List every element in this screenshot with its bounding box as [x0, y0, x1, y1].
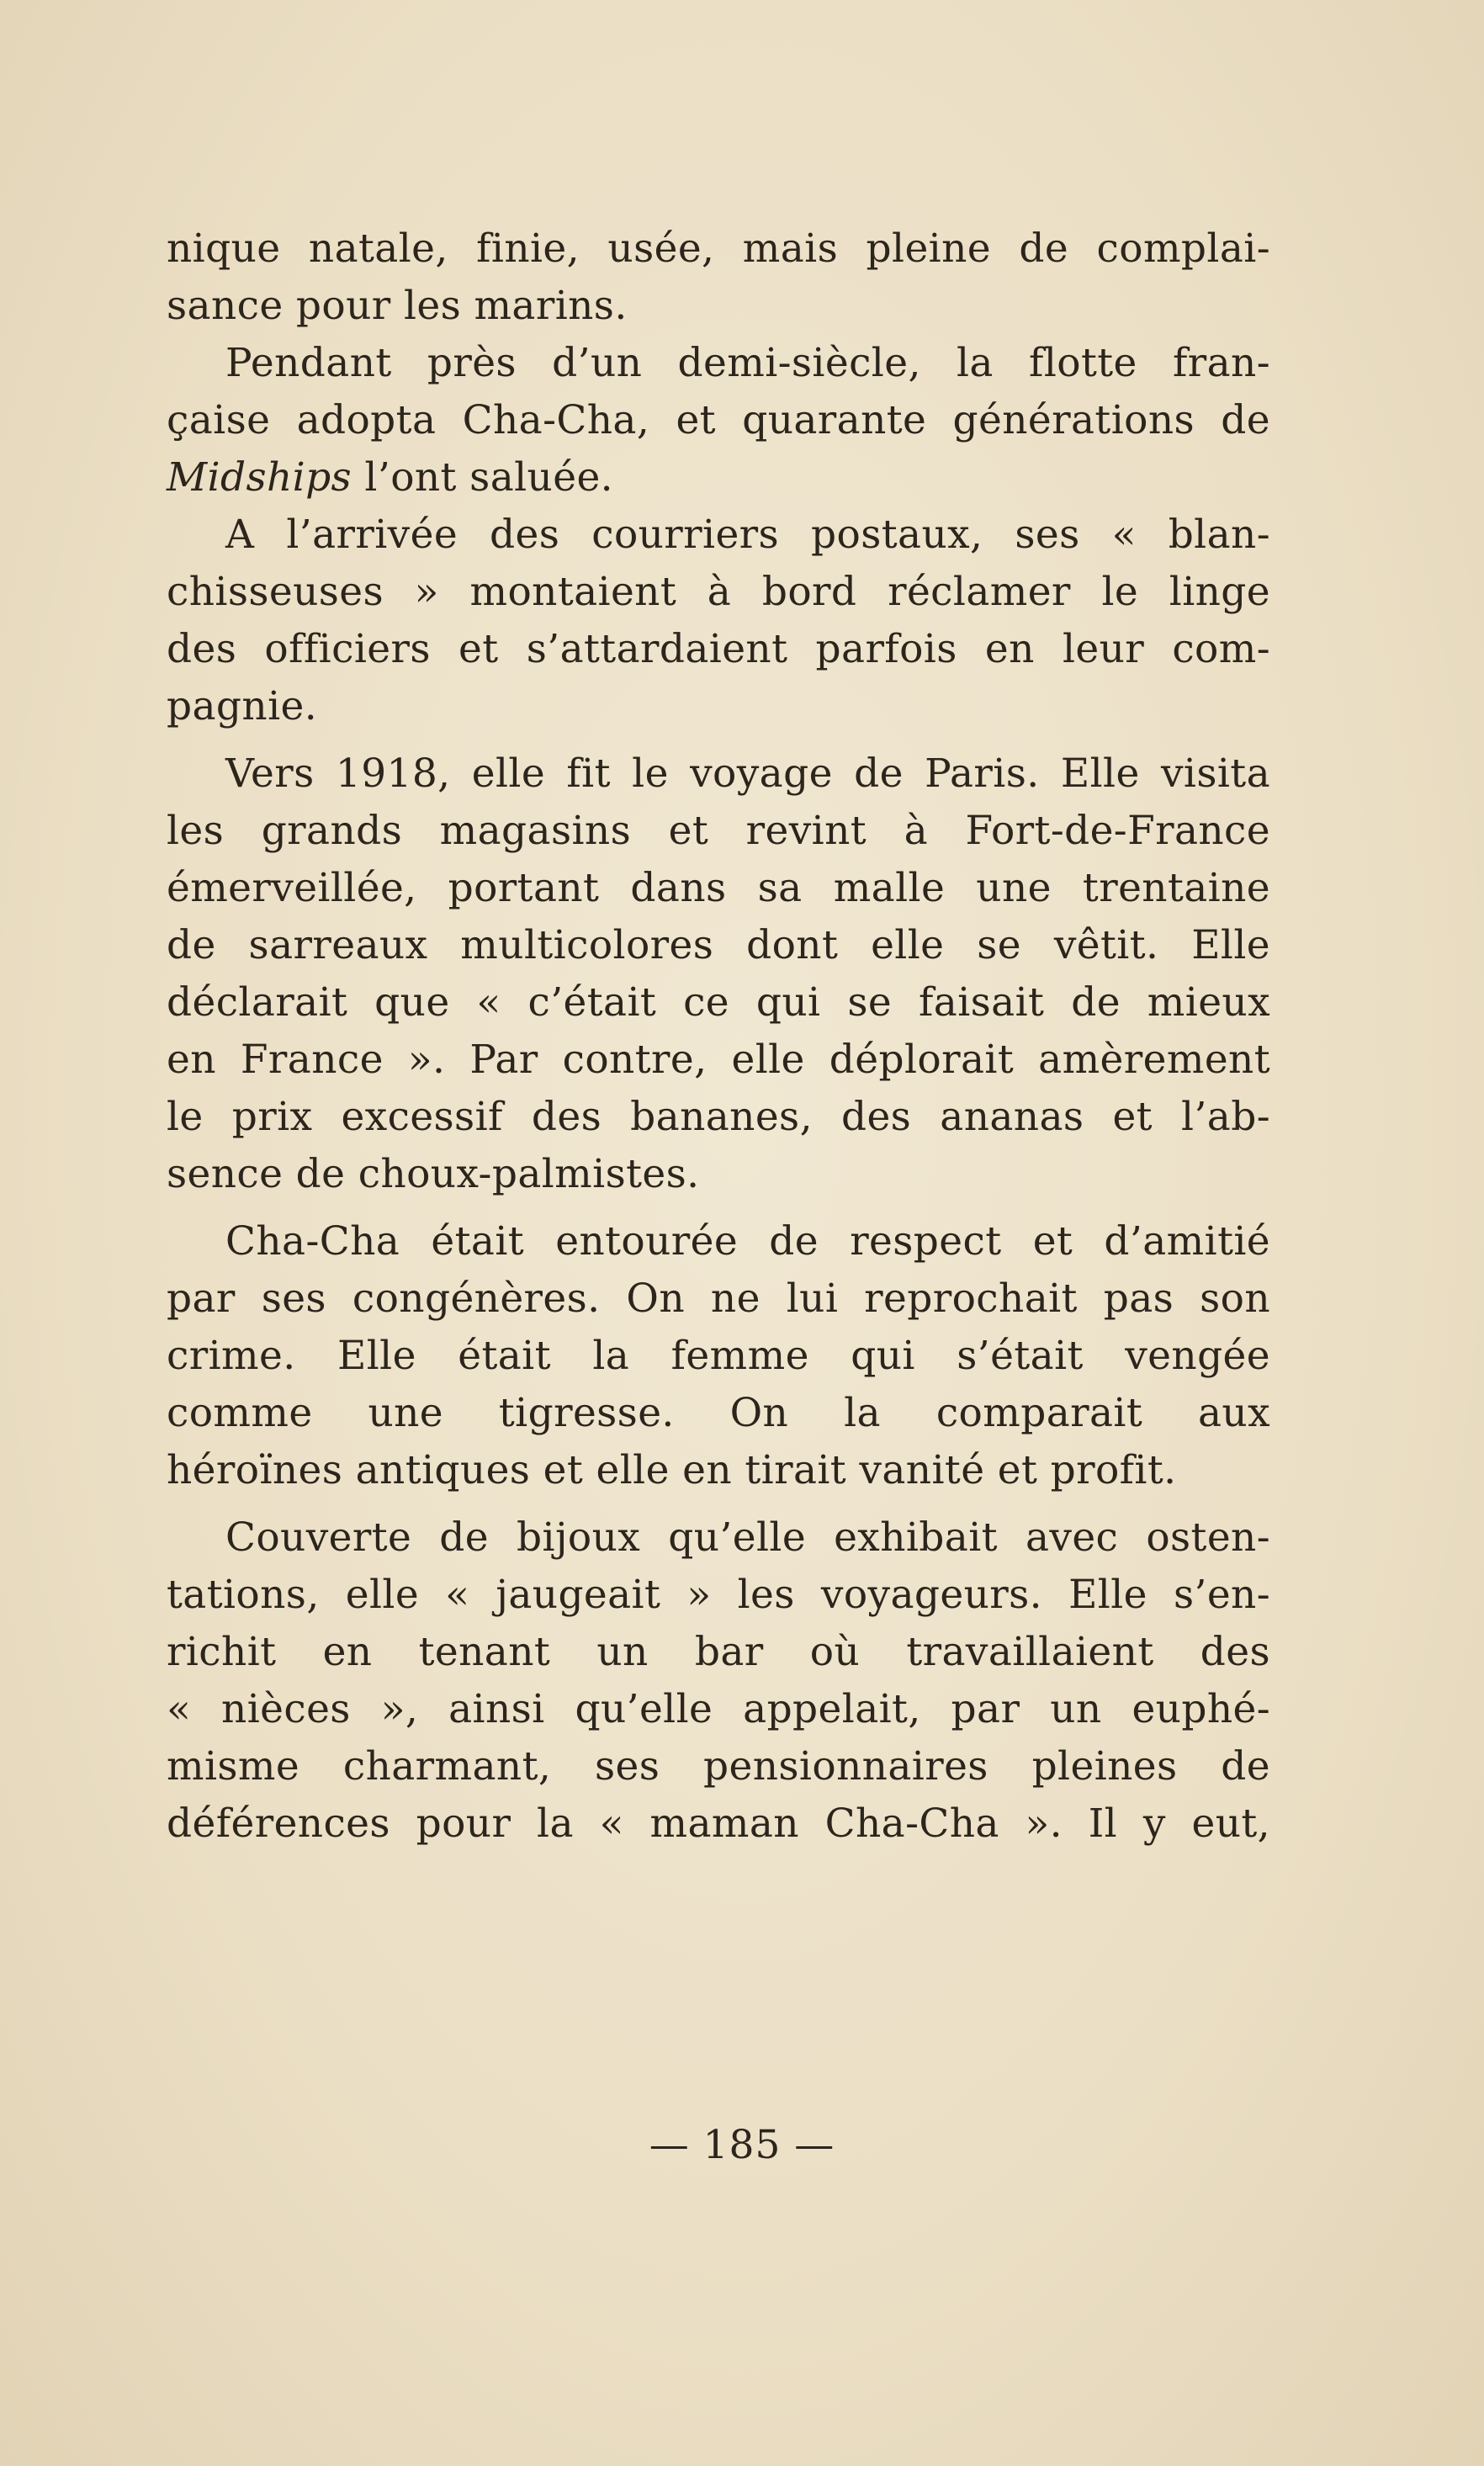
- text-line: en France ». Par contre, elle déplorait amèrement: [167, 1037, 1270, 1083]
- text-line: [167, 449, 1270, 506]
- italic-word: Midships: [167, 454, 352, 501]
- text-line: tations, elle « jaugeait » les voyageurs. Elle s’en-: [167, 1572, 1270, 1618]
- paragraph-3: [167, 506, 1270, 735]
- text-line: comme une tigresse. On la comparait aux: [167, 1390, 1270, 1436]
- text-line: déclarait que « c’était ce qui se faisait de mieux: [167, 979, 1270, 1026]
- paragraph-gap: [167, 1203, 1270, 1213]
- text-line: de sarreaux multicolores dont elle se vêtit. Elle: [167, 922, 1270, 968]
- paragraph-4: [167, 745, 1270, 1203]
- paragraph-5: [167, 1213, 1270, 1499]
- text-line: des officiers et s’attardaient parfois en leur com-: [167, 626, 1270, 672]
- paragraph-1: [167, 220, 1270, 335]
- text-line: sance pour les marins.: [167, 283, 628, 329]
- text-line: Pendant près d’un demi-siècle, la flotte fran-: [225, 340, 1270, 386]
- text-line: déférences pour la « maman Cha-Cha ». Il y eut,: [167, 1800, 1270, 1847]
- body-text: [167, 220, 1270, 1853]
- text-line: le prix excessif des bananes, des ananas et l’ab-: [167, 1094, 1270, 1140]
- text-line: Vers 1918, elle fit le voyage de Paris. Elle visita: [225, 750, 1270, 797]
- text-line: les grands magasins et revint à Fort-de-France: [167, 808, 1270, 854]
- paragraph-6: [167, 1509, 1270, 1853]
- text-line: Couverte de bijoux qu’elle exhibait avec osten-: [225, 1514, 1270, 1561]
- text-line: Cha-Cha était entourée de respect et d’amitié: [225, 1218, 1270, 1265]
- text-line: nique natale, finie, usée, mais pleine de complai-: [167, 225, 1270, 272]
- paragraph-2: [167, 335, 1270, 506]
- text-line: émerveillée, portant dans sa malle une trentaine: [167, 865, 1270, 911]
- text-line: A l’arrivée des courriers postaux, ses « blan-: [225, 512, 1270, 558]
- text-line: pagnie.: [167, 683, 318, 729]
- text-line: chisseuses » montaient à bord réclamer le linge: [167, 569, 1270, 615]
- text-line: par ses congénères. On ne lui reprochait pas son: [167, 1275, 1270, 1322]
- text-line: « nièces », ainsi qu’elle appelait, par un euphé-: [167, 1686, 1270, 1732]
- text-line: crime. Elle était la femme qui s’était vengée: [167, 1333, 1270, 1379]
- text-line: héroïnes antiques et elle en tirait vanité et profit.: [167, 1447, 1177, 1493]
- text-line: richit en tenant un bar où travaillaient des: [167, 1629, 1270, 1675]
- text-line: çaise adopta Cha-Cha, et quarante générations de: [167, 397, 1270, 443]
- text-line: sence de choux-palmistes.: [167, 1151, 700, 1197]
- text-line: misme charmant, ses pensionnaires pleines de: [167, 1743, 1270, 1790]
- page-number: — 185 —: [649, 2122, 835, 2168]
- text-fragment: l’ont saluée.: [352, 454, 613, 501]
- paragraph-gap: [167, 1499, 1270, 1509]
- paragraph-gap: [167, 735, 1270, 745]
